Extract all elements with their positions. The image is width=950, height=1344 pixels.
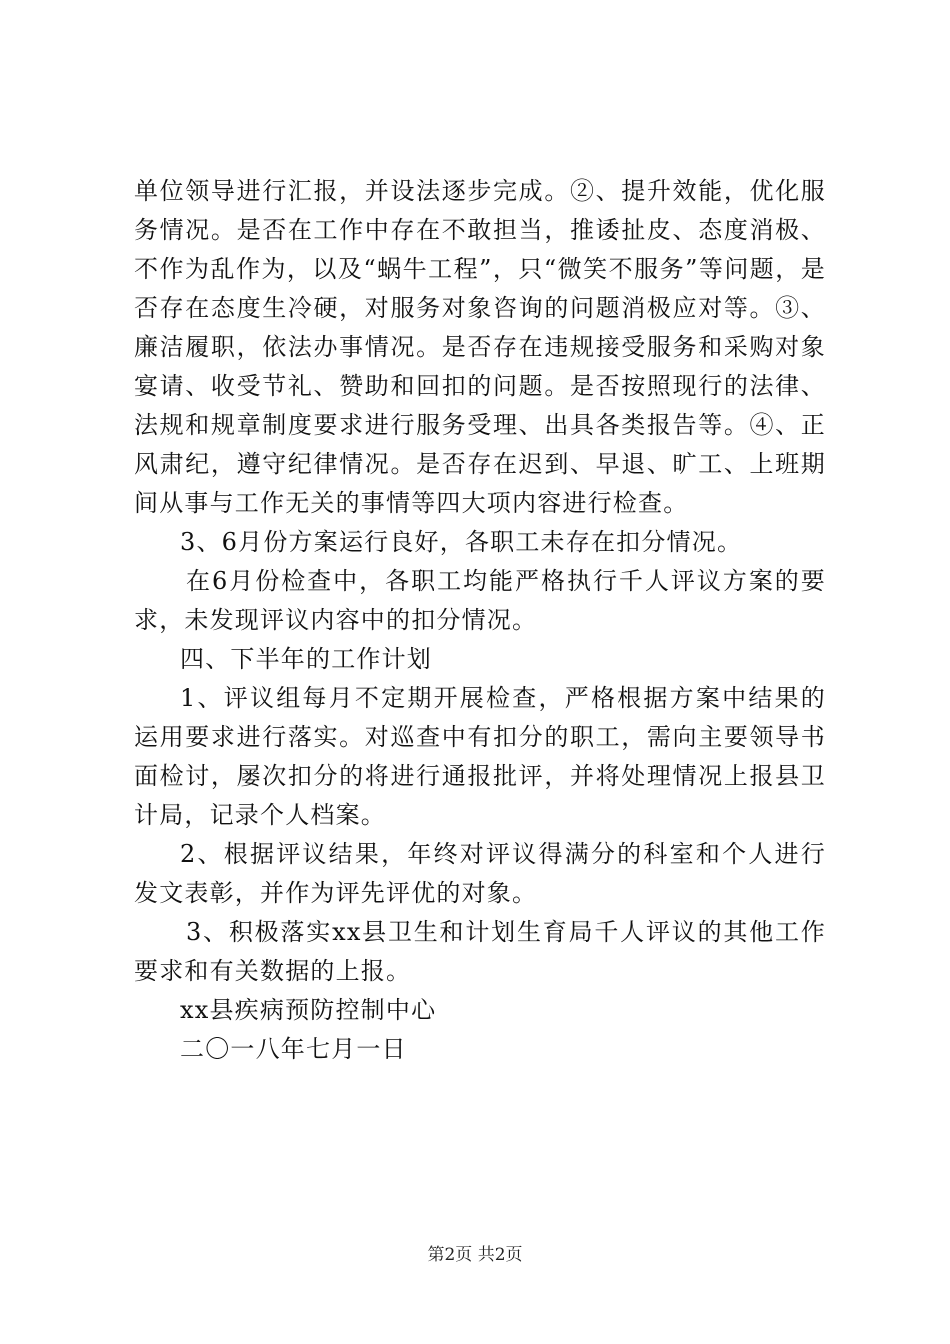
page-footer — [0, 1244, 950, 1266]
paragraph-inspection-items: 单位领导进行汇报，并设法逐步完成。②、提升效能，优化服务情况。是否在工作中存在不敢担当，推诿扯皮、态度消极、不作为乱作为，以及“蜗牛工程”，只“微笑不服务”等问题，是否存在态度生冷硬，对服务对象咨询的问题消极应对等。③、廉洁履职，依法办事情况。是否存在违规接受服务和采购对象宴请、收受节礼、赞助和回扣的问题。是否按照现行的法律、法规和规章制度要求进行服务受理、出具各类报告等。④、正风肃纪，遵守纪律情况。是否存在迟到、早退、旷工、上班期间从事与工作无关的事情等四大项内容进行检查。 — [134, 177, 826, 517]
paragraph-plan-item-1: 1、评议组每月不定期开展检查，严格根据方案中结果的运用要求进行落实。对巡查中有扣分的职工，需向主要领导书面检讨，屡次扣分的将进行通报批评，并将处理情况上报县卫计局，记录个人档案。 — [134, 684, 826, 829]
page-number: 第2页 共2页 — [427, 1245, 523, 1265]
document-body — [134, 172, 826, 1069]
signature-date: 二〇一八年七月一日 — [180, 1035, 407, 1063]
paragraph-plan-item-2: 2、根据评议结果，年终对评议得满分的科室和个人进行发文表彰，并作为评先评优的对象。 — [134, 840, 826, 907]
paragraph-june-status: 3、6月份方案运行良好，各职工未存在扣分情况。 — [180, 528, 743, 556]
paragraph-june-inspection: 在6月份检查中，各职工均能严格执行千人评议方案的要求，未发现评议内容中的扣分情况。 — [134, 567, 826, 634]
paragraph-plan-item-3: 3、积极落实xx县卫生和计划生育局千人评议的其他工作要求和有关数据的上报。 — [134, 918, 826, 985]
signature-organization: xx县疾病预防控制中心 — [180, 996, 437, 1024]
section-heading-plan: 四、下半年的工作计划 — [180, 645, 432, 673]
